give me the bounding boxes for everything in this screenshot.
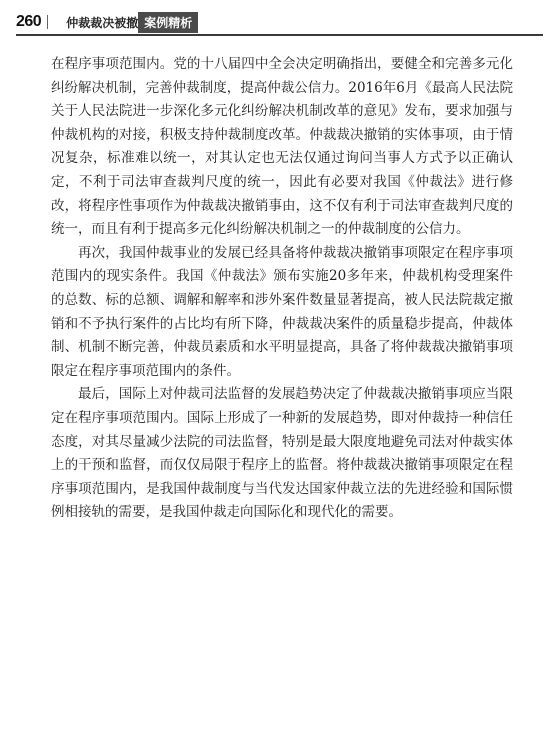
paragraph-secondly: 再次，我国仲裁事业的发展已经具备将仲裁裁决撤销事项限定在程序事项范围内的现实条件。我国《仲裁法》颁布实施20多年来，仲裁机构受理案件的总数、标的总额、调解和解率和涉外案件数量显著提高，被人民法院裁定撤销和不予执行案件的占比均有所下降，仲裁裁决案件的质量稳步提高，仲裁体制、机制不断完善，仲裁员素质和水平明显提高，具备了将仲裁裁决撤销事项限定在程序事项范围内的条件。 (51, 244, 513, 379)
page-number: 260 (16, 13, 42, 30)
body-text (51, 53, 513, 525)
paragraph-continuation: 在程序事项范围内。党的十八届四中全会决定明确指出，要健全和完善多元化纠纷解决机制，完善仲裁制度，提高仲裁公信力。2016年6月《最高人民法院关于人民法院进一步深化多元化纠纷解决机制改革的意见》发布，要求加强与仲裁机构的对接，积极支持仲裁制度改革。仲裁裁决撤销的实体事项，由于情况复杂，标准难以统一，对其认定也无法仅通过询问当事人方式予以正确认定，不利于司法审查裁判尺度的统一，因此有必要对我国《仲裁法》进行修改，将程序性事项作为仲裁裁决撤销事由，这不仅有利于司法审查裁判尺度的统一，而且有利于提高多元化纠纷解决机制之一的仲裁制度的公信力。 (51, 56, 513, 238)
section-label: 案例精析 (138, 12, 198, 33)
paragraph-finally: 最后，国际上对仲裁司法监督的发展趋势决定了仲裁裁决撤销事项应当限定在程序事项范围内。国际上形成了一种新的发展趋势，即对仲裁持一种信任态度，对其尽量减少法院的司法监督，特别是最大限度地避免司法对仲裁实体上的干预和监督，而仅仅局限于程序上的监督。将仲裁裁决撤销事项限定在程序事项范围内，是我国仲裁制度与当代发达国家仲裁立法的先进经验和国际惯例相接轨的需要，是我国仲裁走向国际化和现代化的需要。 (51, 386, 513, 521)
header-rule (16, 34, 543, 36)
page-header (16, 10, 198, 34)
book-title: 仲裁裁决被撤 (66, 15, 139, 30)
header-divider (47, 15, 48, 29)
